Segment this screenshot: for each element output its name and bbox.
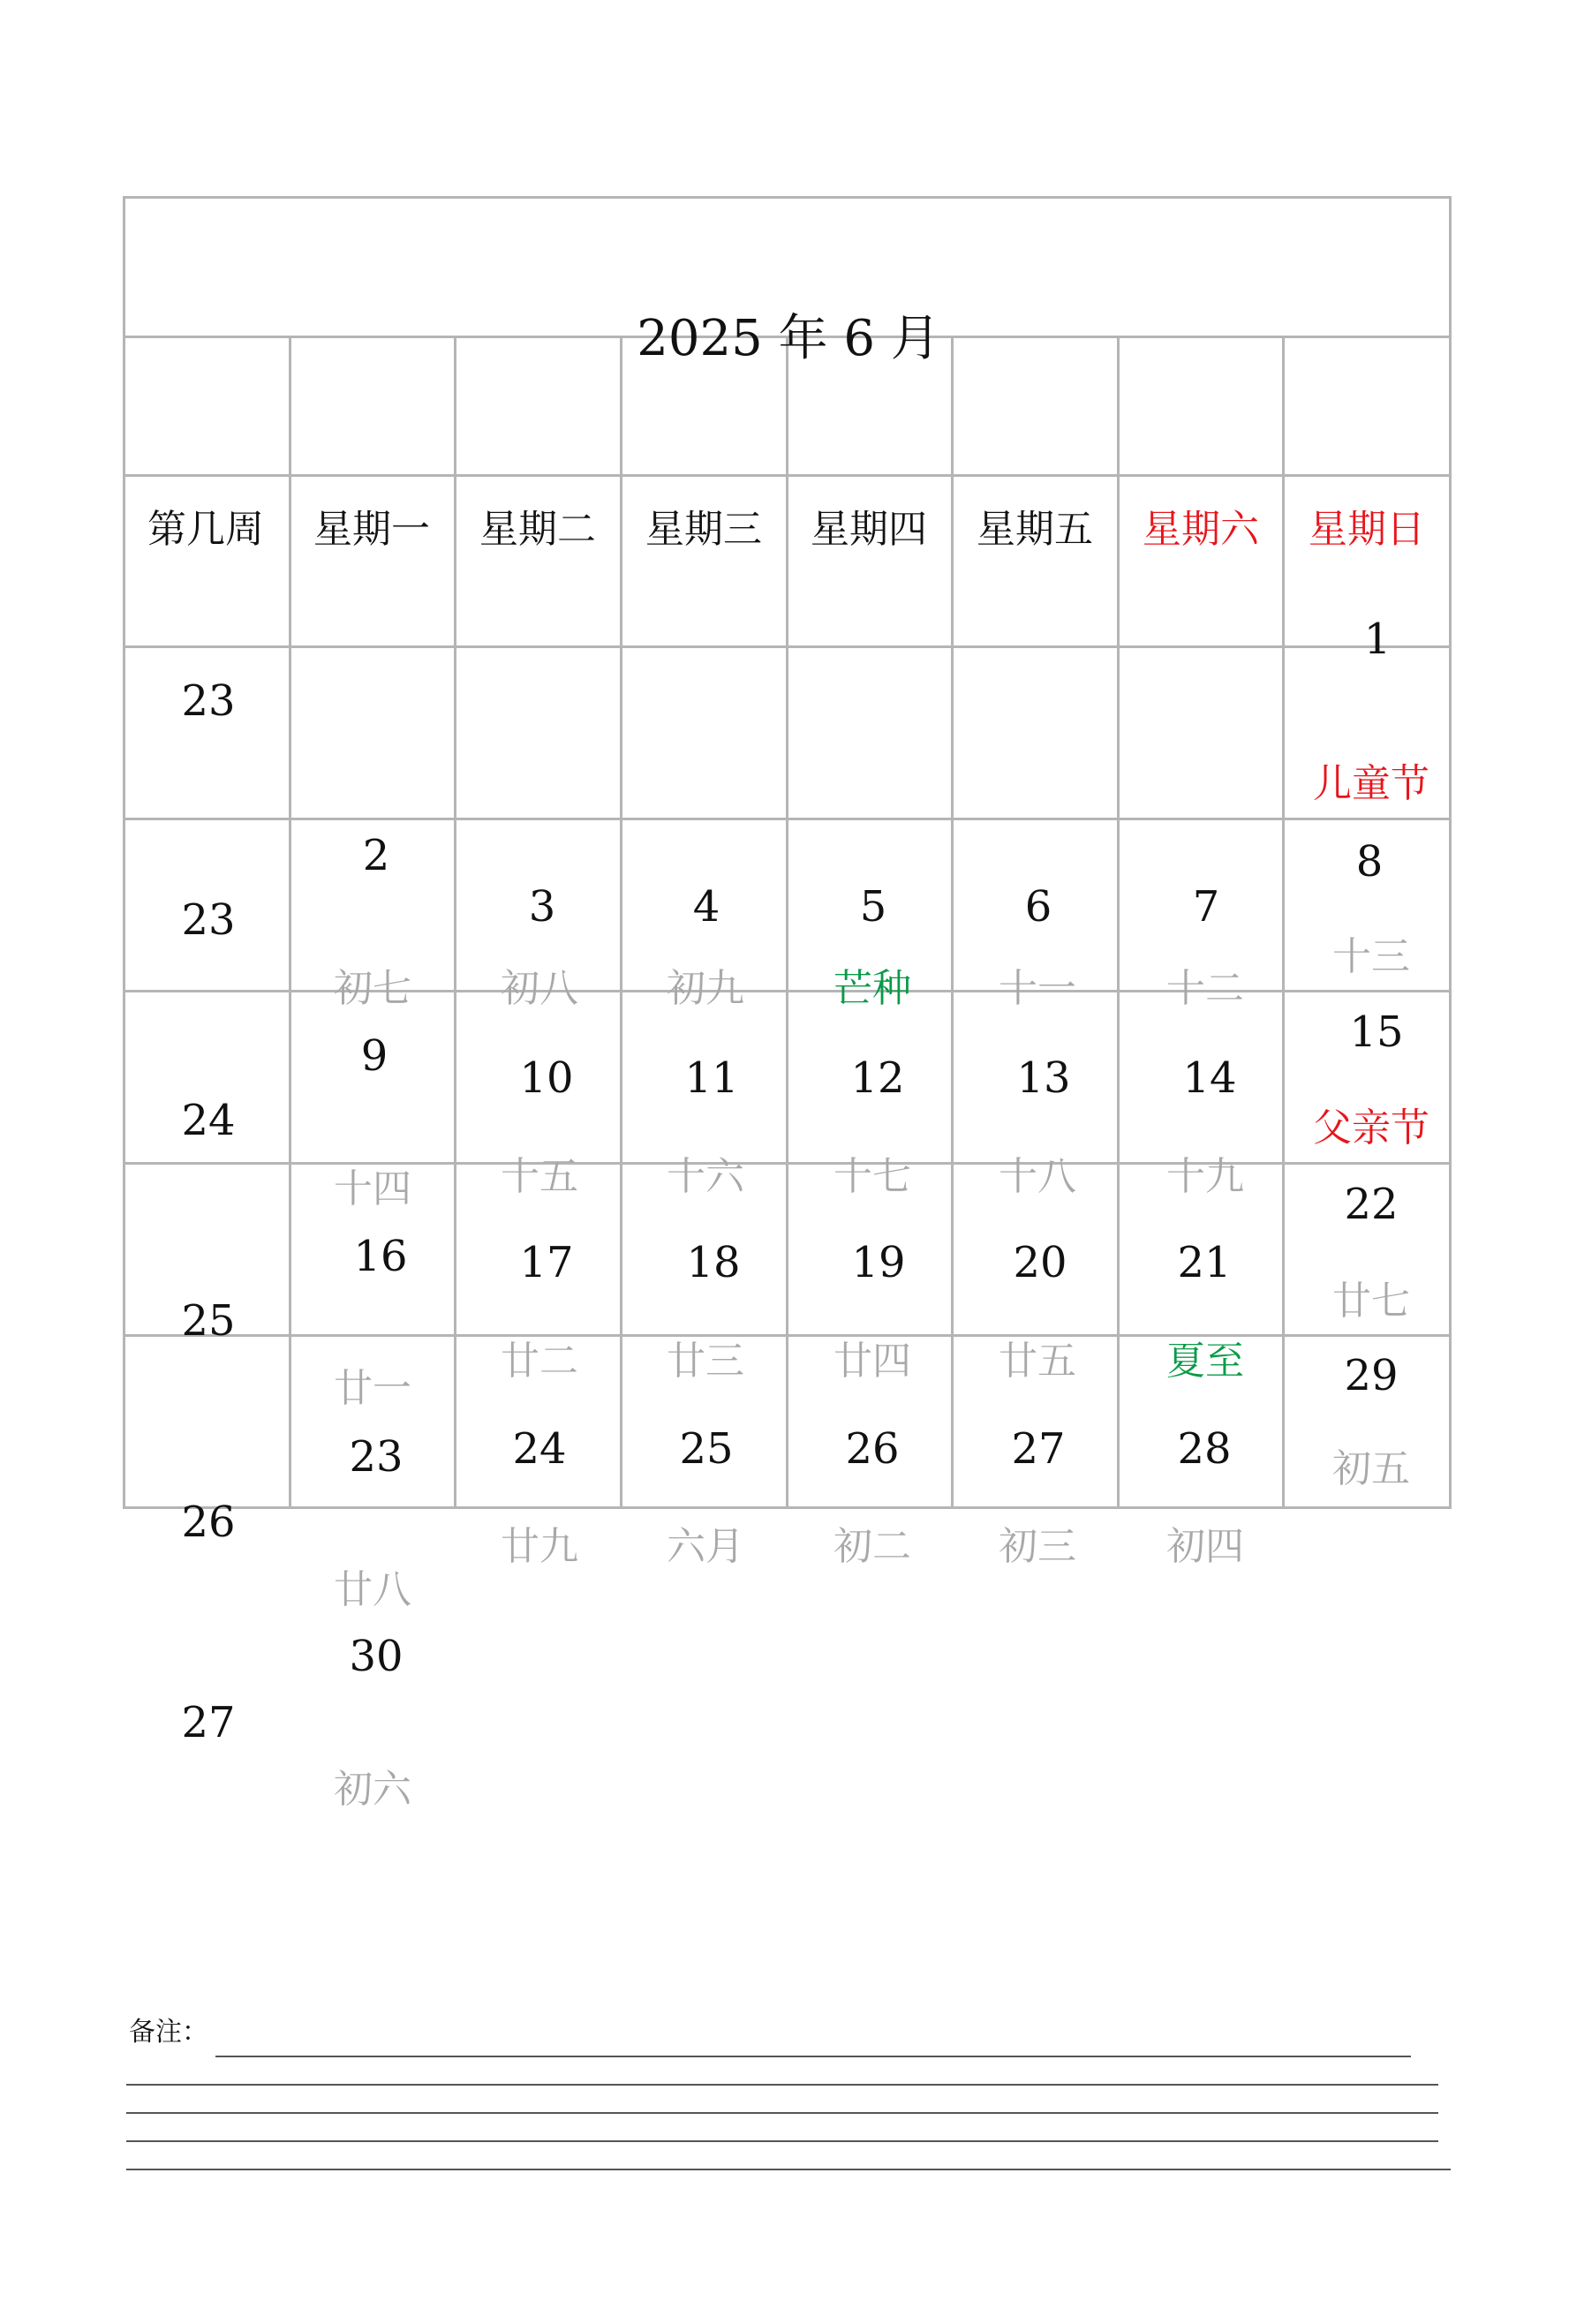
day-number[interactable]: 30 bbox=[349, 1632, 404, 1681]
day-number[interactable]: 6 bbox=[1024, 882, 1052, 932]
festival-label: 儿童节 bbox=[1313, 761, 1429, 806]
header-week-number: 第几周 bbox=[147, 507, 264, 552]
day-number[interactable]: 14 bbox=[1182, 1053, 1237, 1103]
note-line[interactable] bbox=[126, 2112, 1438, 2114]
week-number: 27 bbox=[181, 1698, 236, 1747]
day-number[interactable]: 8 bbox=[1355, 837, 1384, 887]
day-number[interactable]: 26 bbox=[845, 1424, 900, 1474]
header-saturday: 星期六 bbox=[1143, 507, 1259, 552]
grid-line bbox=[289, 336, 291, 1509]
grid-line bbox=[1449, 196, 1452, 1509]
day-number[interactable]: 24 bbox=[512, 1424, 567, 1474]
header-friday: 星期五 bbox=[977, 507, 1093, 552]
lunar-label: 初四 bbox=[1166, 1524, 1244, 1569]
note-line[interactable] bbox=[126, 2140, 1438, 2142]
lunar-label: 廿九 bbox=[501, 1524, 578, 1569]
lunar-label: 十四 bbox=[334, 1166, 411, 1211]
solar-term-label: 芒种 bbox=[833, 966, 911, 1011]
lunar-label: 六月 bbox=[667, 1524, 744, 1569]
day-number[interactable]: 28 bbox=[1177, 1424, 1232, 1474]
day-number[interactable]: 12 bbox=[850, 1053, 905, 1103]
notes-label: 备注： bbox=[129, 2017, 208, 2048]
day-number[interactable]: 17 bbox=[519, 1238, 574, 1287]
grid-line bbox=[1117, 336, 1120, 1509]
day-number[interactable]: 13 bbox=[1016, 1053, 1071, 1103]
day-number[interactable]: 1 bbox=[1363, 615, 1392, 664]
day-number[interactable]: 10 bbox=[519, 1053, 574, 1103]
day-number[interactable]: 4 bbox=[692, 882, 720, 932]
festival-label: 父亲节 bbox=[1313, 1105, 1429, 1151]
day-number[interactable]: 20 bbox=[1013, 1238, 1067, 1287]
lunar-label: 廿二 bbox=[501, 1339, 578, 1384]
day-number[interactable]: 2 bbox=[362, 831, 390, 880]
day-number[interactable]: 7 bbox=[1192, 882, 1220, 932]
day-number[interactable]: 5 bbox=[859, 882, 887, 932]
lunar-label: 十八 bbox=[999, 1154, 1076, 1199]
grid-line bbox=[620, 336, 622, 1509]
header-monday: 星期一 bbox=[313, 507, 430, 552]
grid-line bbox=[123, 196, 125, 1509]
header-sunday: 星期日 bbox=[1309, 507, 1425, 552]
day-number[interactable]: 21 bbox=[1177, 1238, 1232, 1287]
lunar-label: 十三 bbox=[1332, 934, 1410, 979]
lunar-label: 初五 bbox=[1332, 1446, 1410, 1491]
day-number[interactable]: 22 bbox=[1344, 1180, 1399, 1229]
day-number[interactable]: 16 bbox=[353, 1232, 408, 1281]
lunar-label: 初二 bbox=[833, 1524, 911, 1569]
grid-line bbox=[951, 336, 954, 1509]
note-line[interactable] bbox=[126, 2084, 1438, 2086]
lunar-label: 廿一 bbox=[334, 1366, 411, 1411]
lunar-label: 初七 bbox=[334, 966, 411, 1011]
lunar-label: 初九 bbox=[667, 966, 744, 1011]
day-number[interactable]: 25 bbox=[679, 1424, 734, 1474]
day-number[interactable]: 18 bbox=[686, 1238, 741, 1287]
grid-line bbox=[1282, 336, 1285, 1509]
lunar-label: 十一 bbox=[999, 966, 1076, 1011]
lunar-label: 初八 bbox=[501, 966, 578, 1011]
lunar-label: 廿八 bbox=[334, 1567, 411, 1612]
day-number[interactable]: 29 bbox=[1344, 1351, 1399, 1400]
note-line[interactable] bbox=[126, 2169, 1451, 2170]
header-tuesday: 星期二 bbox=[479, 507, 596, 552]
week-number: 23 bbox=[181, 676, 236, 726]
week-number: 24 bbox=[181, 1096, 236, 1145]
header-wednesday: 星期三 bbox=[645, 507, 762, 552]
lunar-label: 廿四 bbox=[833, 1339, 911, 1384]
lunar-label: 廿七 bbox=[1332, 1279, 1410, 1324]
lunar-label: 十七 bbox=[833, 1154, 911, 1199]
week-number: 23 bbox=[181, 895, 236, 945]
day-number[interactable]: 15 bbox=[1349, 1007, 1404, 1057]
note-line[interactable] bbox=[215, 2056, 1411, 2057]
day-number[interactable]: 23 bbox=[349, 1432, 404, 1482]
day-number[interactable]: 9 bbox=[360, 1031, 388, 1081]
week-number: 25 bbox=[181, 1296, 236, 1346]
day-number[interactable]: 11 bbox=[684, 1053, 739, 1103]
lunar-label: 廿五 bbox=[999, 1339, 1076, 1384]
grid-line bbox=[123, 196, 1452, 199]
grid-line bbox=[786, 336, 788, 1509]
lunar-label: 十五 bbox=[501, 1154, 578, 1199]
lunar-label: 初六 bbox=[334, 1767, 411, 1812]
lunar-label: 廿三 bbox=[667, 1339, 744, 1384]
lunar-label: 十二 bbox=[1166, 966, 1244, 1011]
lunar-label: 十九 bbox=[1166, 1154, 1244, 1199]
day-number[interactable]: 27 bbox=[1011, 1424, 1066, 1474]
lunar-label: 十六 bbox=[667, 1154, 744, 1199]
day-number[interactable]: 3 bbox=[528, 882, 556, 932]
solar-term-label: 夏至 bbox=[1166, 1339, 1244, 1384]
grid-line bbox=[454, 336, 456, 1509]
header-thursday: 星期四 bbox=[811, 507, 927, 552]
week-number: 26 bbox=[181, 1498, 236, 1547]
day-number[interactable]: 19 bbox=[851, 1238, 906, 1287]
page-title: 2025 年 6 月 bbox=[637, 310, 940, 367]
lunar-label: 初三 bbox=[999, 1524, 1076, 1569]
